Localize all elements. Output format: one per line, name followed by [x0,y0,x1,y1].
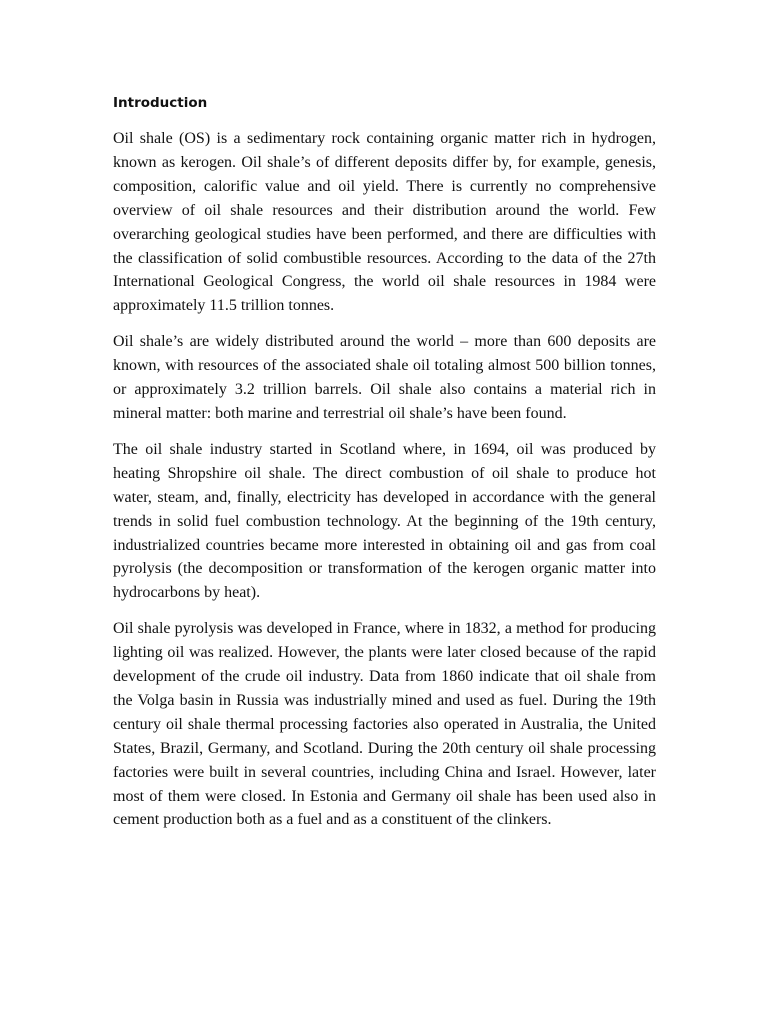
paragraph-2: Oil shale’s are widely distributed around the world – more than 600 deposits are known, with resources of the associated shale oil totaling almost 500 billion tonnes, or approximately 3.2 trillion barrels. Oil shale also contains a material rich in mineral matter: both marine and terrestrial oil shale’s have been found. [113,333,656,422]
paragraph-4: Oil shale pyrolysis was developed in France, where in 1832, a method for producing lighting oil was realized. However, the plants were later closed because of the rapid development of the crude oil industry. Data from 1860 indicate that oil shale from the Volga basin in Russia was industrially mined and used as fuel. During the 19th century oil shale thermal processing factories also operated in Australia, the United States, Brazil, Germany, and Scotland. During the 20th century oil shale processing factories were built in several countries, including China and Israel. However, later most of them were closed. In Estonia and Germany oil shale has been used also in cement production both as a fuel and as a constituent of the clinkers. [113,620,656,829]
document-page [113,92,656,844]
paragraph-1: Oil shale (OS) is a sedimentary rock containing organic matter rich in hydrogen, known as kerogen. Oil shale’s of different deposits differ by, for example, genesis, composition, calorific value and oil yield. There is currently no comprehensive overview of oil shale resources and their distribution around the world. Few overarching geological studies have been performed, and there are difficulties with the classification of solid combustible resources. According to the data of the 27th International Geological Congress, the world oil shale resources in 1984 were approximately 11.5 trillion tonnes. [113,130,656,315]
section-heading: Introduction [113,95,208,111]
paragraph-3: The oil shale industry started in Scotland where, in 1694, oil was produced by heating Shropshire oil shale. The direct combustion of oil shale to produce hot water, steam, and, finally, electricity has developed in accordance with the general trends in solid fuel combustion technology. At the beginning of the 19th century, industrialized countries became more interested in obtaining oil and gas from coal pyrolysis (the decomposition or transformation of the kerogen organic matter into hydrocarbons by heat). [113,440,656,602]
